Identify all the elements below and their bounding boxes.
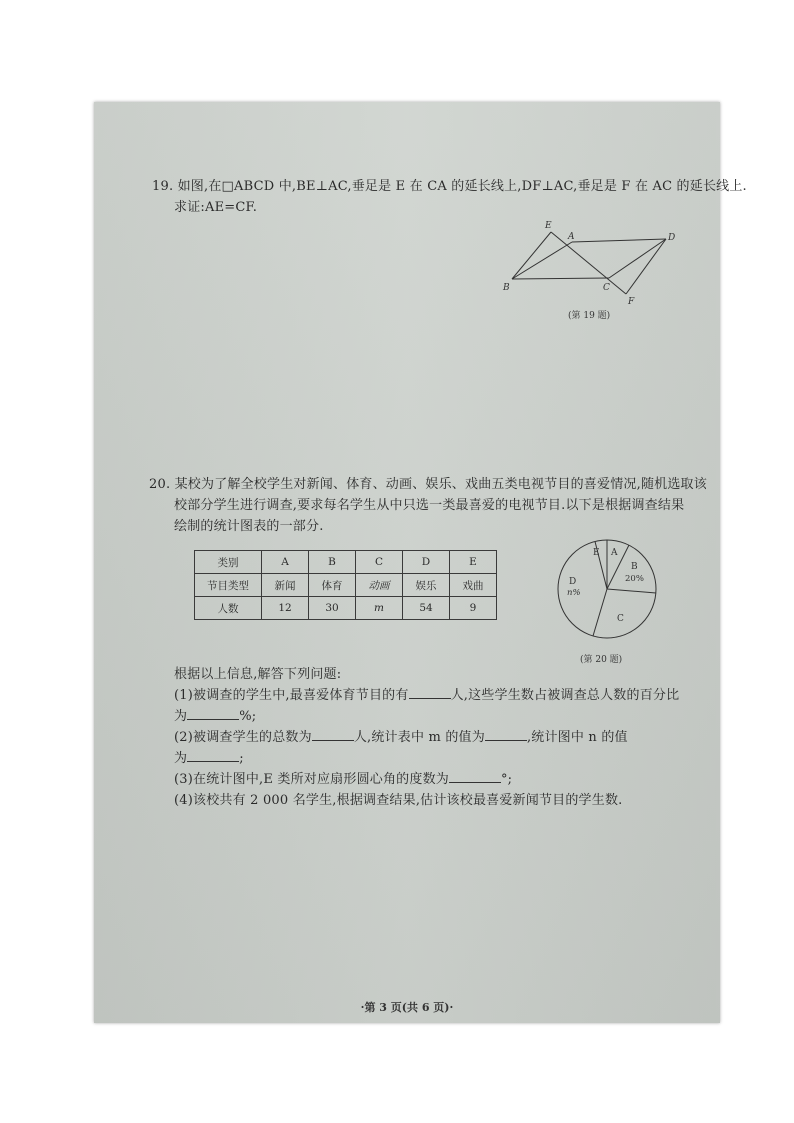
q20-sub1-text-d: %; xyxy=(239,709,257,724)
label-a: A xyxy=(568,232,575,242)
table-cell: 30 xyxy=(309,597,356,620)
table-cell: 新闻 xyxy=(262,574,309,597)
q20-intro: 根据以上信息,解答下列问题: xyxy=(174,667,342,682)
q20-sub1-text-b: 人,这些学生数占被调查总人数的百分比 xyxy=(450,688,680,703)
table-cell: 娱乐 xyxy=(403,574,450,597)
table-row xyxy=(195,551,497,574)
q20-sub2-line-1 xyxy=(174,727,628,748)
table-cell: E xyxy=(450,551,497,574)
segment-be xyxy=(512,232,551,279)
exam-page xyxy=(94,102,747,1023)
segment-df xyxy=(626,239,666,294)
table-cell: 节目类型 xyxy=(195,574,262,597)
q20-sub3-text-a: (3)在统计图中,E 类所对应扇形圆心角的度数为 xyxy=(174,772,449,787)
segment-ba xyxy=(512,242,572,279)
q19-line-1: 19. 如图,在□ABCD 中,BE⊥AC,垂足是 E 在 CA 的延长线上,DF⊥AC,垂足是 F 在 AC 的延长线上. xyxy=(152,179,747,194)
q19-parallelogram-figure xyxy=(499,214,684,314)
answer-blank-total[interactable] xyxy=(312,728,354,741)
table-cell: C xyxy=(356,551,403,574)
table-cell: 12 xyxy=(262,597,309,620)
pie-divider-d xyxy=(593,589,607,636)
table-cell: B xyxy=(309,551,356,574)
answer-blank-e-angle[interactable] xyxy=(449,770,501,783)
table-cell: A xyxy=(262,551,309,574)
q20-pie-chart xyxy=(552,534,662,644)
q20-sub1-text-c: 为 xyxy=(174,709,188,724)
pie-label-d-percent: n% xyxy=(567,588,581,598)
pie-label-d: D xyxy=(569,577,577,587)
answer-blank-m[interactable] xyxy=(485,728,527,741)
q20-sub1-line-1 xyxy=(174,685,679,706)
table-cell: D xyxy=(403,551,450,574)
q20-sub2-text-e: ; xyxy=(239,751,244,766)
table-row xyxy=(195,597,497,620)
q20-sub3-text-b: °; xyxy=(500,772,513,787)
table-cell: 9 xyxy=(450,597,497,620)
q20-caption: (第 20 题) xyxy=(580,655,623,665)
pie-label-e: E xyxy=(593,548,600,558)
q20-line-2: 校部分学生进行调查,要求每名学生从中只选一类最喜爱的电视节目.以下是根据调查结果 xyxy=(174,498,685,513)
q19-caption: (第 19 题) xyxy=(568,311,611,321)
q20-sub2-text-d: 为 xyxy=(174,751,188,766)
pie-label-a: A xyxy=(611,548,618,558)
q20-sub2-text-c: ,统计图中 n 的值 xyxy=(526,730,628,745)
label-b: B xyxy=(503,283,510,293)
answer-blank-n[interactable] xyxy=(187,749,239,762)
table-cell: m xyxy=(356,597,403,620)
table-cell: 体育 xyxy=(309,574,356,597)
page-footer: ·第 3 页(共 6 页)· xyxy=(360,1001,454,1014)
q20-sub2-text-a: (2)被调查学生的总数为 xyxy=(174,730,312,745)
table-row xyxy=(195,574,497,597)
pie-divider-c xyxy=(607,589,656,593)
q20-sub1-text-a: (1)被调查的学生中,最喜爱体育节目的有 xyxy=(174,688,409,703)
label-c: C xyxy=(603,283,610,293)
label-f: F xyxy=(628,297,635,307)
label-e: E xyxy=(545,221,552,231)
pie-label-b-percent: 20% xyxy=(625,574,644,584)
q20-sub2-line-2 xyxy=(174,748,244,769)
answer-blank-sports-count[interactable] xyxy=(409,686,451,699)
q20-sub1-line-2 xyxy=(174,706,256,727)
table-cell: 动画 xyxy=(356,574,403,597)
pie-label-b: B xyxy=(631,562,638,572)
q20-sub2-text-b: 人,统计表中 m 的值为 xyxy=(353,730,485,745)
answer-blank-sports-percent[interactable] xyxy=(187,707,239,720)
table-cell: 54 xyxy=(403,597,450,620)
q20-line-1: 20. 某校为了解全校学生对新闻、体育、动画、娱乐、戏曲五类电视节目的喜爱情况,随机选取该 xyxy=(149,477,707,492)
q20-sub3-line xyxy=(174,769,512,790)
q19-line-2: 求证:AE=CF. xyxy=(174,200,258,215)
table-cell: 人数 xyxy=(195,597,262,620)
segment-cb xyxy=(512,278,609,279)
table-cell: 戏曲 xyxy=(450,574,497,597)
label-d: D xyxy=(668,233,676,243)
table-cell: 类别 xyxy=(195,551,262,574)
pie-label-c: C xyxy=(617,614,624,624)
q20-line-3: 绘制的统计图表的一部分. xyxy=(174,519,324,534)
segment-ad xyxy=(572,239,666,242)
q20-data-table xyxy=(194,550,497,620)
segment-dc xyxy=(609,239,666,278)
q20-sub4-line: (4)该校共有 2 000 名学生,根据调查结果,估计该校最喜爱新闻节目的学生数. xyxy=(174,793,623,808)
